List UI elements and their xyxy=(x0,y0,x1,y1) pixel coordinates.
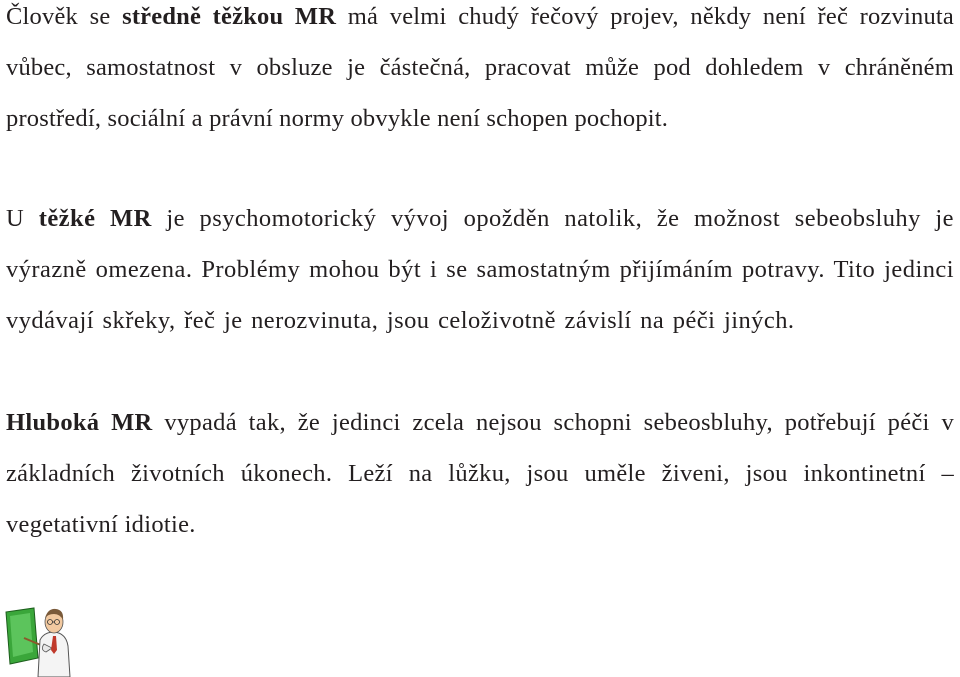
paragraph-text: U xyxy=(6,205,39,232)
paragraph-text: má velmi chudý řečový projev, někdy není řeč rozvinuta vůbec, samostatnost v obsluze je částečná, pracovat může pod dohledem v chráněném prostředí, sociální a právní normy obvykle není schopen pochopit. xyxy=(6,3,954,132)
paragraph-severe-mr xyxy=(6,193,954,346)
teacher-at-board-icon xyxy=(4,600,74,677)
paragraph-text: Člověk se xyxy=(6,3,123,30)
term-moderate-mr: středně těžkou MR xyxy=(122,3,337,30)
paragraph-text: vypadá tak, že jedinci zcela nejsou schopni sebeosbluhy, potřebují péči v základních životních úkonech. Leží na lůžku, jsou uměle živeni, jsou inkontinetní – vegetativní idiotie. xyxy=(6,409,954,538)
term-profound-mr: Hluboká MR xyxy=(6,409,153,436)
paragraph-text: je psychomotorický vývoj opožděn natolik, že možnost sebeobsluhy je výrazně omezena. Problémy mohou být i se samostatným přijímáním potravy. Tito jedinci vydávají skřeky, řeč je nerozvinuta, jsou celoživotně závislí na péči jiných. xyxy=(6,205,955,334)
paragraph-moderate-mr xyxy=(6,0,954,144)
term-severe-mr: těžké MR xyxy=(38,205,152,232)
paragraph-profound-mr xyxy=(6,397,954,550)
